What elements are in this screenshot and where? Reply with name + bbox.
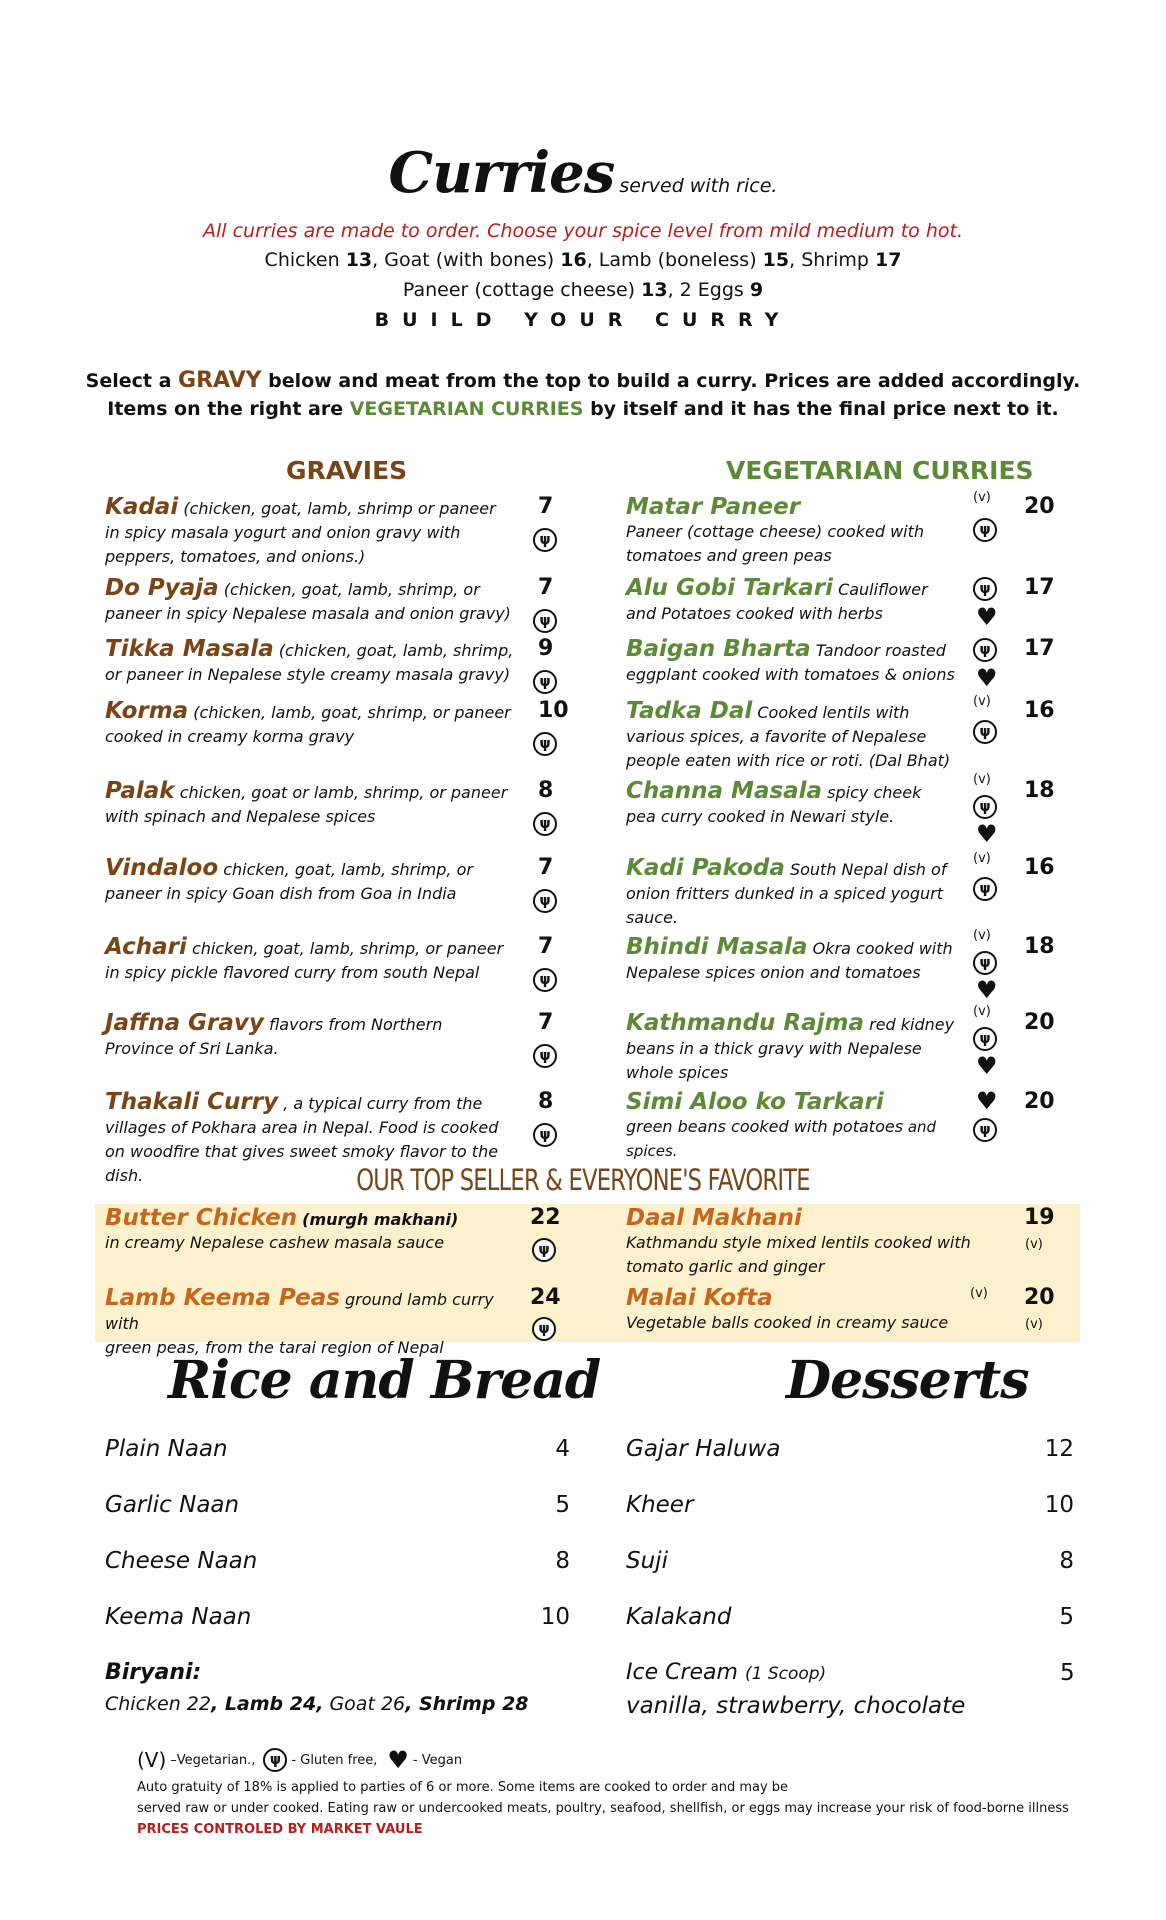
gluten-free-icon: ψ — [973, 951, 997, 975]
vegetarian-tag: (v) — [1025, 1237, 1043, 1252]
gluten-free-icon: ψ — [533, 1123, 557, 1147]
gluten-free-icon: ψ — [533, 670, 557, 694]
gravy-price: 7 — [538, 494, 554, 519]
vegetarian-price: 16 — [1024, 698, 1055, 723]
gravy-item — [105, 1010, 515, 1061]
gravy-description: chicken, goat, lamb, shrimp, or paneer in spicy pickle flavored curry from south Nepal — [105, 939, 504, 982]
gravy-description: (chicken, goat, lamb, shrimp, or paneer in Nepalese style creamy masala gravy) — [105, 641, 514, 684]
top-seller-heading: OUR TOP SELLER & EVERYONE'S FAVORITE — [356, 1163, 810, 1197]
vegetarian-name: Baigan Bharta — [626, 636, 811, 662]
meat-prices-line2: Paneer (cottage cheese) 13, 2 Eggs 9 — [402, 279, 764, 301]
daal-makhani-item: Daal Makhani Kathmandu style mixed lentils cooked with tomato garlic and ginger — [626, 1205, 971, 1276]
curries-subtitle: served with rice. — [619, 175, 778, 197]
vegetarian-tag: (v) — [973, 928, 991, 943]
gravy-name: Kadai — [105, 494, 179, 520]
vegan-heart-icon: ♥ — [976, 976, 998, 1004]
bread-item: Garlic Naan — [105, 1492, 240, 1518]
vegan-heart-icon: ♥ — [976, 603, 998, 631]
vegetarian-item — [626, 934, 956, 985]
vegetarian-description: green beans cooked with potatoes and spices. — [626, 1117, 937, 1160]
gravy-name: Do Pyaja — [105, 575, 219, 601]
gravy-name: Vindaloo — [105, 855, 219, 881]
vegan-heart-icon: ♥ — [976, 664, 998, 692]
vegetarian-item — [626, 778, 956, 829]
gravy-price: 7 — [538, 934, 554, 959]
vegetarian-name: Channa Masala — [626, 778, 823, 804]
dessert-item: Kheer — [626, 1492, 694, 1518]
vegan-heart-icon: ♥ — [976, 820, 998, 848]
gravy-price: 7 — [538, 1010, 554, 1035]
vegan-heart-icon: ♥ — [976, 1087, 998, 1115]
butter-chicken-price: 22 — [530, 1205, 561, 1230]
gravy-name: Jaffna Gravy — [105, 1010, 264, 1036]
meat-prices-line1: Chicken 13, Goat (with bones) 16, Lamb (boneless) 15, Shrimp 17 — [264, 249, 902, 271]
bread-item: Cheese Naan — [105, 1548, 258, 1574]
vegetarian-tag: (v) — [973, 772, 991, 787]
gluten-free-icon: ψ — [973, 1118, 997, 1142]
vegan-heart-icon: ♥ — [976, 1052, 998, 1080]
vegetarian-description: Cauliflower and Potatoes cooked with herbs — [626, 580, 928, 623]
dessert-item: Suji — [626, 1548, 668, 1574]
gluten-free-icon: ψ — [532, 1238, 556, 1262]
bread-price: 5 — [555, 1492, 570, 1518]
gluten-free-icon: ψ — [533, 528, 557, 552]
gravy-price: 10 — [538, 698, 569, 723]
vegetarian-price: 20 — [1024, 1089, 1055, 1114]
vegetarian-price: 20 — [1024, 494, 1055, 519]
gravy-name: Palak — [105, 778, 175, 804]
butter-chicken-item: Butter Chicken (murgh makhani) in creamy Nepalese cashew masala sauce — [105, 1205, 459, 1252]
vegetarian-description: Okra cooked with Nepalese spices onion and tomatoes — [626, 939, 953, 982]
gluten-free-icon: ψ — [532, 1317, 556, 1341]
vegetarian-price: 17 — [1024, 575, 1055, 600]
vegetarian-description: Cooked lentils with various spices, a favorite of Nepalese people eaten with rice or roti. (Dal Bhat) — [626, 703, 951, 770]
vegetarian-name: Kathmandu Rajma — [626, 1010, 865, 1036]
gluten-free-icon: ψ — [263, 1748, 287, 1772]
biryani-title: Biryani: — [105, 1660, 202, 1685]
gravy-item — [105, 494, 515, 569]
market-price-note: PRICES CONTROLED BY MARKET VAULE — [137, 1822, 423, 1837]
gravy-item — [105, 778, 515, 829]
gravy-price: 8 — [538, 778, 554, 803]
vegetarian-description-tail: and spices. — [626, 1118, 937, 1160]
vegetarian-price: 17 — [1024, 636, 1055, 661]
vegetarian-tag: (v) — [973, 694, 991, 709]
gravy-description: (chicken, lamb, goat, shrimp, or paneer cooked in creamy korma gravy — [105, 703, 511, 746]
gluten-free-icon: ψ — [533, 812, 557, 836]
ice-cream-price: 5 — [1060, 1660, 1075, 1686]
gravy-name: Thakali Curry — [105, 1089, 279, 1115]
vegetarian-item — [626, 855, 956, 930]
bread-price: 4 — [555, 1436, 570, 1462]
vegetarian-item — [626, 1010, 956, 1085]
gluten-free-icon: ψ — [533, 968, 557, 992]
gluten-free-icon: ψ — [973, 638, 997, 662]
consumer-advisory: served raw or under cooked. Eating raw or undercooked meats, poultry, seafood, shellfish, or eggs may increase your risk of food-borne illness — [137, 1801, 1069, 1816]
gravy-description: , a typical curry from the villages of Pokhara area in Nepal. Food is cooked on woodfire that gives sweet smoky flavor to the dish. — [105, 1094, 499, 1185]
legend — [137, 1748, 462, 1772]
dessert-price: 12 — [1044, 1436, 1074, 1462]
legend-vegetarian-mark: (V) — [137, 1748, 167, 1772]
vegetarian-curries-heading: VEGETARIAN CURRIES — [726, 456, 1034, 485]
gravy-description: (chicken, goat, lamb, shrimp, or paneer in spicy Nepalese masala and onion gravy) — [105, 580, 511, 623]
legend-gluten-free-text: - Gluten free, — [291, 1752, 378, 1768]
vegetarian-description: red kidney beans in a thick gravy with Nepalese whole spices — [626, 1015, 955, 1082]
vegan-heart-icon: ♥ — [387, 1746, 409, 1774]
bread-item: Keema Naan — [105, 1604, 252, 1630]
vegetarian-tag: (v) — [973, 851, 991, 866]
gravy-description: chicken, goat or lamb, shrimp, or paneer with spinach and Nepalese spices — [105, 783, 508, 826]
bread-price: 8 — [555, 1548, 570, 1574]
lamb-keema-item: Lamb Keema Peas ground lamb curry with green peas, from the tarai region of Nepal — [105, 1285, 494, 1357]
dessert-price: 10 — [1044, 1492, 1074, 1518]
vegetarian-item — [626, 636, 956, 687]
gluten-free-icon: ψ — [973, 877, 997, 901]
vegetarian-item — [626, 1089, 956, 1163]
vegetarian-tag: (v) — [970, 1286, 988, 1301]
lamb-keema-price: 24 — [530, 1285, 561, 1310]
gravy-item — [105, 698, 515, 749]
gluten-free-icon: ψ — [973, 720, 997, 744]
vegetarian-tag: (v) — [973, 490, 991, 505]
vegetarian-price: 18 — [1024, 934, 1055, 959]
vegetarian-note-line: Items on the right are VEGETARIAN CURRIES by itself and it has the final price next to it. — [107, 398, 1059, 420]
vegetarian-tag: (v) — [973, 1004, 991, 1019]
vegetarian-description: South Nepal dish of onion fritters dunked in a spiced yogurt sauce. — [626, 860, 947, 927]
vegetarian-price: 16 — [1024, 855, 1055, 880]
gravy-item — [105, 934, 515, 985]
dessert-price: 8 — [1059, 1548, 1074, 1574]
biryani-prices: Chicken 22, Lamb 24, Goat 26, Shrimp 28 — [105, 1693, 529, 1715]
gravy-price: 8 — [538, 1089, 554, 1114]
gluten-free-icon: ψ — [973, 518, 997, 542]
select-gravy-line: Select a GRAVY below and meat from the top to build a curry. Prices are added accordingly. — [85, 368, 1081, 393]
gravy-name: Achari — [105, 934, 187, 960]
vegetarian-name: Matar Paneer — [626, 494, 801, 520]
vegetarian-name: Simi Aloo ko Tarkari — [626, 1089, 884, 1115]
vegetarian-item — [626, 575, 956, 626]
vegetarian-name: Alu Gobi Tarkari — [626, 575, 833, 601]
spice-note: All curries are made to order. Choose your spice level from mild medium to hot. — [203, 220, 963, 242]
dessert-item: Gajar Haluwa — [626, 1436, 781, 1462]
vegetarian-name: Bhindi Masala — [626, 934, 808, 960]
daal-makhani-price: 19 — [1024, 1205, 1055, 1230]
gravy-name: Tikka Masala — [105, 636, 274, 662]
gravy-item — [105, 636, 515, 687]
vegetarian-description: Tandoor roasted eggplant cooked with tomatoes & onions — [626, 641, 955, 684]
gluten-free-icon: ψ — [973, 577, 997, 601]
gluten-free-icon: ψ — [533, 1044, 557, 1068]
legend-vegetarian-text: –Vegetarian., — [170, 1752, 256, 1768]
gravy-name: Korma — [105, 698, 189, 724]
gravy-price: 7 — [538, 855, 554, 880]
curries-title: Curries — [388, 140, 615, 206]
gravy-item — [105, 575, 515, 626]
ice-cream-flavors: vanilla, strawberry, chocolate — [626, 1693, 966, 1719]
vegetarian-price: 20 — [1024, 1010, 1055, 1035]
gravy-item — [105, 855, 515, 906]
vegetarian-price: 18 — [1024, 778, 1055, 803]
dessert-price: 5 — [1059, 1604, 1074, 1630]
malai-kofta-item: Malai Kofta Vegetable balls cooked in creamy sauce — [626, 1285, 949, 1332]
legend-vegan-text: - Vegan — [412, 1752, 463, 1768]
gluten-free-icon: ψ — [533, 609, 557, 633]
rice-bread-heading: Rice and Bread — [168, 1350, 601, 1411]
malai-kofta-price: 20 — [1024, 1285, 1055, 1310]
desserts-heading: Desserts — [786, 1350, 1029, 1411]
gravies-heading: GRAVIES — [286, 456, 408, 485]
build-your-curry: BUILD YOUR CURRY — [374, 309, 792, 331]
gluten-free-icon: ψ — [533, 732, 557, 756]
bread-item: Plain Naan — [105, 1436, 228, 1462]
gluten-free-icon: ψ — [973, 1027, 997, 1051]
gluten-free-icon: ψ — [973, 795, 997, 819]
gratuity-note: Auto gratuity of 18% is applied to parties of 6 or more. Some items are cooked to order and may be — [137, 1780, 789, 1795]
dessert-item: Kalakand — [626, 1604, 732, 1630]
gravy-description: chicken, goat, lamb, shrimp, or paneer in spicy Goan dish from Goa in India — [105, 860, 473, 903]
ice-cream-item: Ice Cream (1 Scoop) — [626, 1660, 827, 1685]
vegetarian-item — [626, 494, 956, 568]
vegetarian-item — [626, 698, 956, 773]
vegetarian-tag: (v) — [1025, 1317, 1043, 1332]
gravy-description: flavors from Northern Province of Sri Lanka. — [105, 1015, 443, 1058]
vegetarian-name: Kadi Pakoda — [626, 855, 785, 881]
vegetarian-description: spicy cheek pea curry cooked in Newari style. — [626, 783, 922, 826]
menu-title — [0, 140, 1166, 206]
vegetarian-description: Paneer (cottage cheese) cooked with tomatoes and green peas — [626, 522, 925, 565]
gravy-price: 7 — [538, 575, 554, 600]
bread-price: 10 — [540, 1604, 570, 1630]
vegetarian-name: Tadka Dal — [626, 698, 753, 724]
gluten-free-icon: ψ — [533, 889, 557, 913]
gravy-description: (chicken, goat, lamb, shrimp or paneer in spicy masala yogurt and onion gravy with peppers, tomatoes, and onions.) — [105, 499, 496, 566]
gravy-price: 9 — [538, 636, 554, 661]
